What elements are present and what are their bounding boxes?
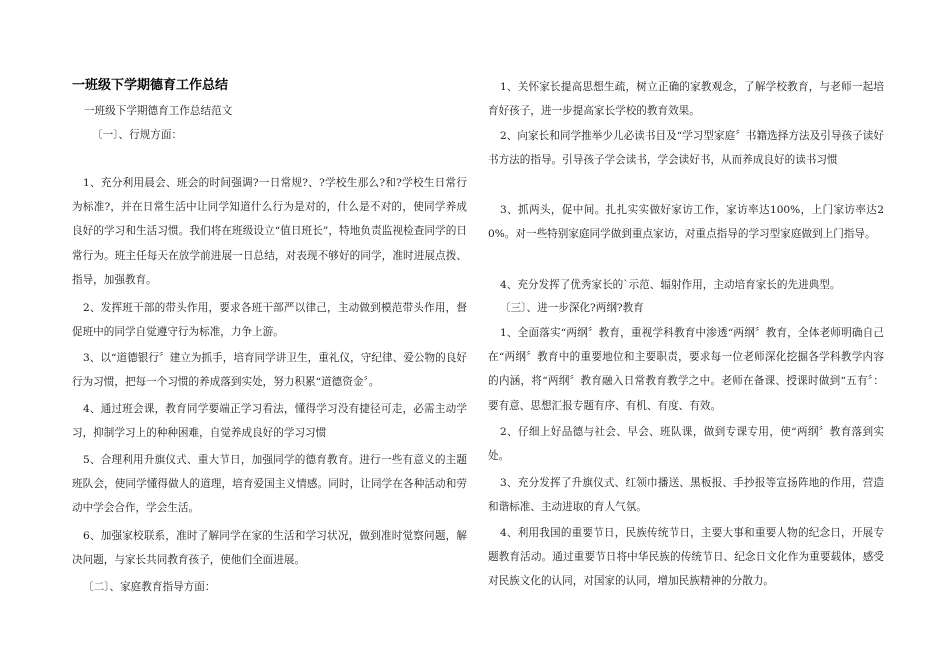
paragraph-conduct-3: 3、以“道德银行〞建立为抓手，培育同学讲卫生，重礼仪，守纪律、爱公物的良好行为习惯，把每一个习惯的养成落到实处，努力积累“道德资金〞。 <box>72 352 467 389</box>
paragraph-conduct-2: 2、发挥班干部的带头作用，要求各班干部严以律己，主动做到模范带头作用，督促班中的同学自觉遵守行为标准，力争上游。 <box>72 302 467 339</box>
section-heading-conduct: 〔一〕、行规方面： <box>92 129 183 141</box>
document-title: 一班级下学期德育工作总结 <box>72 78 229 93</box>
paragraph-conduct-1: 1、充分利用晨会、班会的时间强调?一日常规?、?学校生那么?和?学校生日常行为标准?，并在日常生活中让同学知道什么行为是对的，什么是不对的，使同学养成良好的学习和生活习惯。我们将在班级设立“值日班长”，特地负责监视检查同学的日常行为。班主任每天在放学前进展一日总结，对表现不够好的同学，准时进展点拨、指导，加强教育。 <box>72 177 467 286</box>
document-subtitle: 一班级下学期德育工作总结范文 <box>84 105 233 117</box>
paragraph-conduct-6: 6、加强家校联系，准时了解同学在家的生活和学习状况，做到准时觉察问题，解决问题，与家长共同教育孩子，使他们全面进展。 <box>72 530 467 567</box>
paragraph-outlines-3: 3、充分发挥了升旗仪式、红领巾播送、黑板报、手抄报等宣扬阵地的作用，营造和谐标准、主动进取的育人气氛。 <box>488 477 884 514</box>
section-heading-two-outlines: 〔三〕、进一步深化?两纲?教育 <box>500 302 644 314</box>
paragraph-family-3: 3、抓两头，促中间。扎扎实实做好家访工作，家访率达100%，上门家访率达20%。对一些特别家庭同学做到重点家访，对重点指导的学习型家庭做到上门指导。 <box>488 204 884 241</box>
paragraph-family-1: 1、关怀家长提高思想生疏，树立正确的家教观念，了解学校教育，与老师一起培育好孩子，进一步提高家长学校的教育效果。 <box>488 81 884 118</box>
paragraph-conduct-5: 5、合理利用升旗仪式、重大节日，加强同学的德育教育。进行一些有意义的主题班队会，使同学懂得做人的道理，培育爱国主义情感。同时，让同学在各种活动和劳动中学会合作，学会生活。 <box>72 454 467 515</box>
paragraph-outlines-2: 2、仔细上好品德与社会、早会、班队课，做到专课专用，使“两纲〞教育落到实处。 <box>488 426 884 463</box>
paragraph-family-2: 2、向家长和同学推举少儿必读书目及“学习型家庭〞书籍选择方法及引导孩子读好书方法的指导。引导孩子学会读书，学会读好书，从而养成良好的读书习惯 <box>488 130 884 167</box>
paragraph-outlines-4: 4、利用我国的重要节日，民族传统节日，主要大事和重要人物的纪念日，开展专题教育活动。通过重要节日将中华民族的传统节日、纪念日文化作为重要载体，感受对民族文化的认同，对国家的认同，增加民族精神的分散力。 <box>488 527 884 588</box>
section-heading-family-guidance: 〔二〕、家庭教育指导方面： <box>83 581 216 593</box>
paragraph-family-4: 4、充分发挥了优秀家长的`示范、辐射作用，主动培育家长的先进典型。 <box>500 279 841 291</box>
paragraph-outlines-1: 1、全面落实“两纲〞教育，重视学科教育中渗透“两纲〞教育，全体老师明确自己在“两纲〞教育中的重要地位和主要职责，要求每一位老师深化挖掘各学科教学内容的内涵，将“两纲〞教育融入日常教育教学之中。老师在备课、授课时做到“五有〞：要有意、思想汇报专题有序、有机、有度、有效。 <box>488 327 884 412</box>
paragraph-conduct-4: 4、通过班会课，教育同学要端正学习看法，懂得学习没有捷径可走，必需主动学习，抑制学习上的种种困难，自觉养成良好的学习习惯 <box>72 403 467 440</box>
